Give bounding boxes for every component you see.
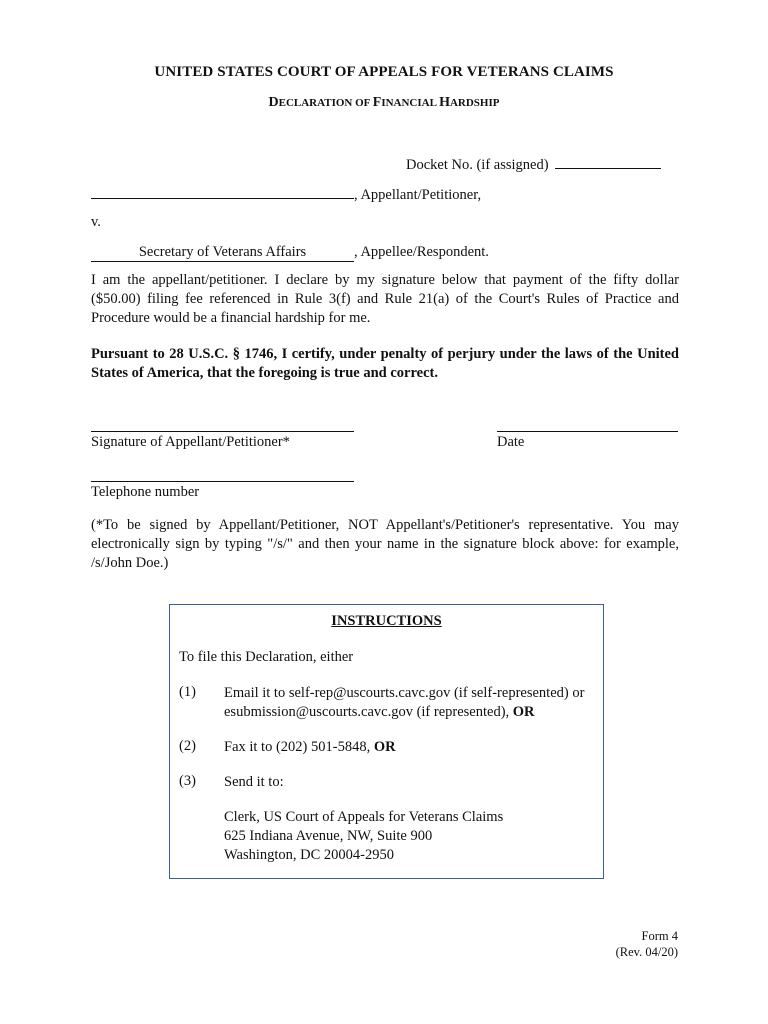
instruction-email [224, 684, 584, 722]
address-line: Washington, DC 20004-2950 [224, 847, 395, 863]
versus: v. [91, 214, 101, 230]
docket-number-field[interactable] [555, 154, 661, 169]
form-revision: (Rev. 04/20) [615, 945, 678, 959]
instruction-mail: Send it to: [224, 774, 284, 790]
address-line: 625 Indiana Avenue, NW, Suite 900 [224, 828, 433, 844]
item-number: (1) [179, 684, 196, 700]
date-line[interactable] [497, 431, 678, 432]
instruction-email-line2 [224, 703, 584, 722]
docket-row [406, 154, 661, 174]
signature-label: Signature of Appellant/Petitioner* [91, 434, 290, 450]
signature-footnote: (*To be signed by Appellant/Petitioner, NOT Appellant's/Petitioner's representative. You may electronically sign by typing "/s/" and then your name in the signature block above: for example, /s/John Doe.) [91, 517, 679, 571]
or-label: OR [373, 739, 396, 755]
appellant-label: , Appellant/Petitioner, [354, 187, 482, 203]
date-label: Date [497, 434, 525, 450]
signature-line[interactable] [91, 431, 354, 432]
form-title-part: INANCIAL [381, 97, 440, 109]
form-footer [616, 928, 678, 960]
appellee-label: , Appellee/Respondent. [354, 244, 489, 260]
certification-statement: Pursuant to 28 U.S.C. § 1746, I certify, under penalty of perjury under the laws of the United States of America, that the foregoing is true and correct. [91, 346, 679, 381]
instructions-heading: INSTRUCTIONS [331, 613, 442, 629]
instruction-email-text: esubmission@uscourts.cavc.gov (if represented), [224, 704, 513, 720]
item-number: (2) [179, 738, 196, 754]
appellee-row [91, 244, 489, 262]
appellant-name-field[interactable] [91, 184, 354, 199]
item-number: (3) [179, 773, 196, 789]
instruction-fax-text: Fax it to (202) 501-5848, [224, 739, 374, 755]
telephone-line[interactable] [91, 481, 354, 482]
docket-label: Docket No. (if assigned) [406, 157, 549, 173]
address-line: Clerk, US Court of Appeals for Veterans Claims [224, 809, 504, 825]
form-title-part: H [439, 95, 450, 110]
form-title-part: D [268, 95, 279, 110]
declaration-body: I am the appellant/petitioner. I declare by my signature below that payment of the fifty dollar ($50.00) filing fee referenced in Rule 3(f) and Rule 21(a) of the Court's Rules of Practice and Procedure would be a financial hardship for me. [91, 272, 679, 326]
form-title-part: ARDSHIP [449, 97, 500, 109]
form-title [0, 95, 768, 111]
telephone-label: Telephone number [91, 484, 200, 500]
form-number: Form 4 [641, 929, 678, 943]
instructions-intro: To file this Declaration, either [179, 649, 354, 665]
instruction-email-line1: Email it to self-rep@uscourts.cavc.gov (if self-represented) or [224, 685, 585, 701]
instruction-fax [224, 738, 396, 757]
or-label: OR [512, 704, 535, 720]
mailing-address [224, 808, 503, 865]
form-title-part: F [372, 95, 382, 110]
instructions-box [169, 604, 604, 879]
appellant-row [91, 184, 481, 204]
appellee-name: Secretary of Veterans Affairs [91, 244, 354, 262]
form-title-part: ECLARATION OF [278, 97, 373, 109]
court-title: UNITED STATES COURT OF APPEALS FOR VETERANS CLAIMS [154, 64, 614, 80]
